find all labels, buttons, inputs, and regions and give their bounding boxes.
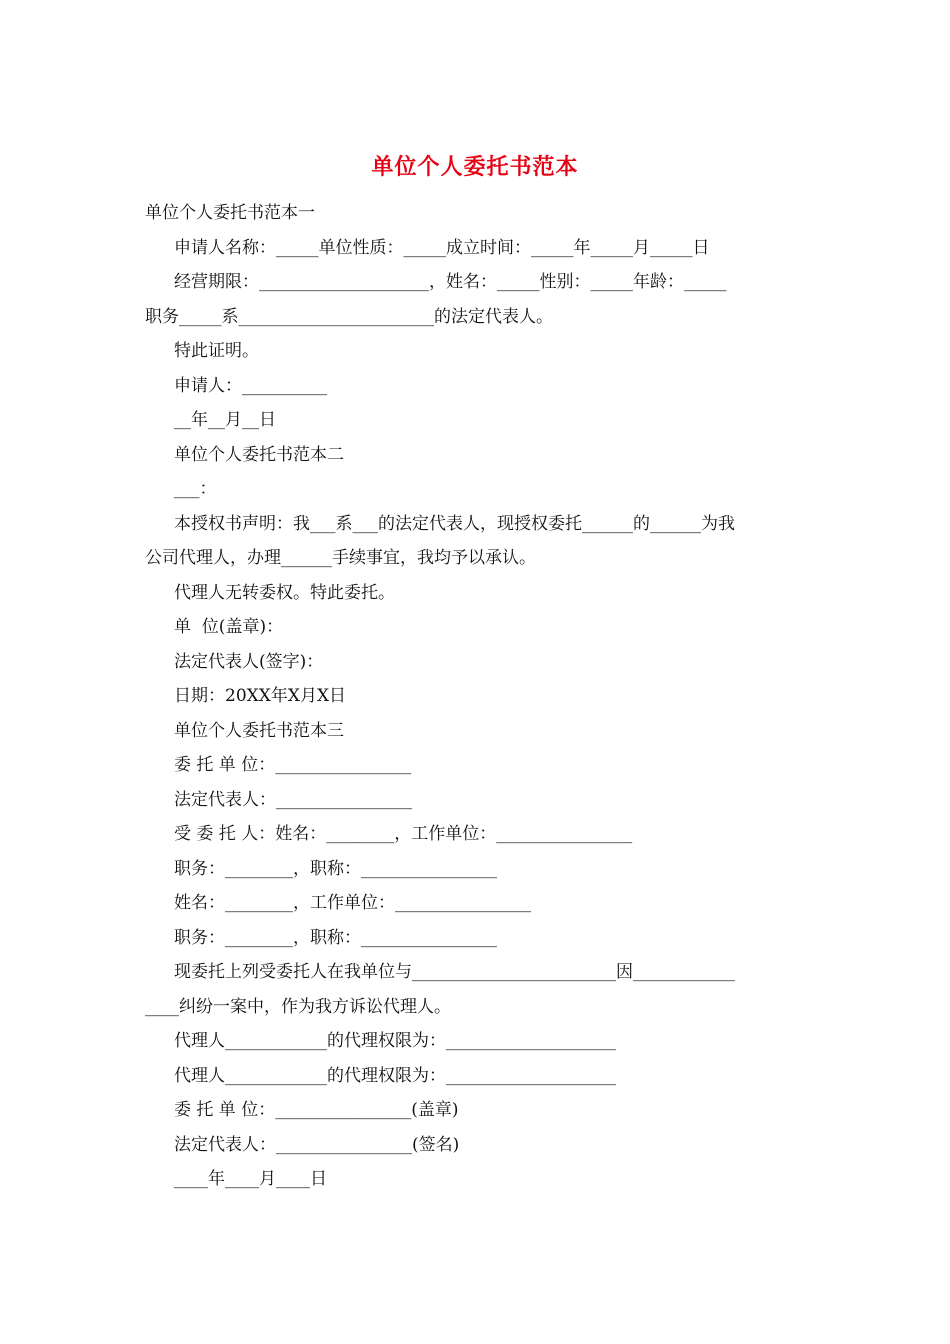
paragraph: ___：	[174, 479, 217, 499]
paragraph: 公司代理人，办理______手续事宜，我均予以承认。	[145, 548, 536, 568]
paragraph: 职务：________，职称：________________	[174, 858, 497, 879]
section-heading: 单位个人委托书范本一	[145, 203, 315, 223]
paragraph: 委 托 单 位：________________(盖章)	[174, 1100, 459, 1120]
paragraph: 特此证明。	[174, 341, 259, 361]
paragraph: ____年____月____日	[174, 1169, 327, 1189]
paragraph: 本授权书声明：我___系___的法定代表人，现授权委托______的______为我	[174, 513, 735, 534]
paragraph: 日期：20XX年X月X日	[174, 686, 347, 706]
paragraph: 代理人____________的代理权限为：____________________	[174, 1065, 616, 1086]
paragraph: 法定代表人(签字)：	[174, 651, 324, 672]
paragraph: 法定代表人：________________	[174, 789, 412, 810]
paragraph: 现委托上列受委托人在我单位与________________________因____________	[174, 962, 735, 982]
paragraph: 职务_____系_______________________的法定代表人。	[145, 306, 553, 327]
document-body	[145, 196, 810, 1197]
paragraph: 代理人____________的代理权限为：____________________	[174, 1031, 616, 1051]
paragraph: ____纠纷一案中，作为我方诉讼代理人。	[145, 996, 451, 1017]
paragraph: 受 委 托 人：姓名：________，工作单位：________________	[174, 824, 633, 844]
paragraph: __年__月__日	[174, 410, 276, 430]
paragraph: 经营期限：____________________，姓名：_____性别：_____年龄：_____	[174, 272, 727, 292]
paragraph: 委 托 单 位：________________	[174, 755, 412, 775]
paragraph: 职务：________，职称：________________	[174, 927, 497, 948]
paragraph: 法定代表人：________________(签名)	[174, 1134, 460, 1155]
paragraph: 单 位(盖章)：	[174, 617, 284, 637]
section-heading: 单位个人委托书范本三	[174, 720, 344, 741]
paragraph: 姓名：________，工作单位：________________	[174, 893, 531, 913]
paragraph: 申请人名称：_____单位性质：_____成立时间：_____年_____月_____日	[174, 237, 710, 258]
paragraph: 代理人无转委权。特此委托。	[174, 582, 395, 603]
section-heading: 单位个人委托书范本二	[174, 444, 344, 465]
paragraph: 申请人：__________	[174, 375, 327, 396]
document-title: 单位个人委托书范本	[371, 154, 579, 180]
